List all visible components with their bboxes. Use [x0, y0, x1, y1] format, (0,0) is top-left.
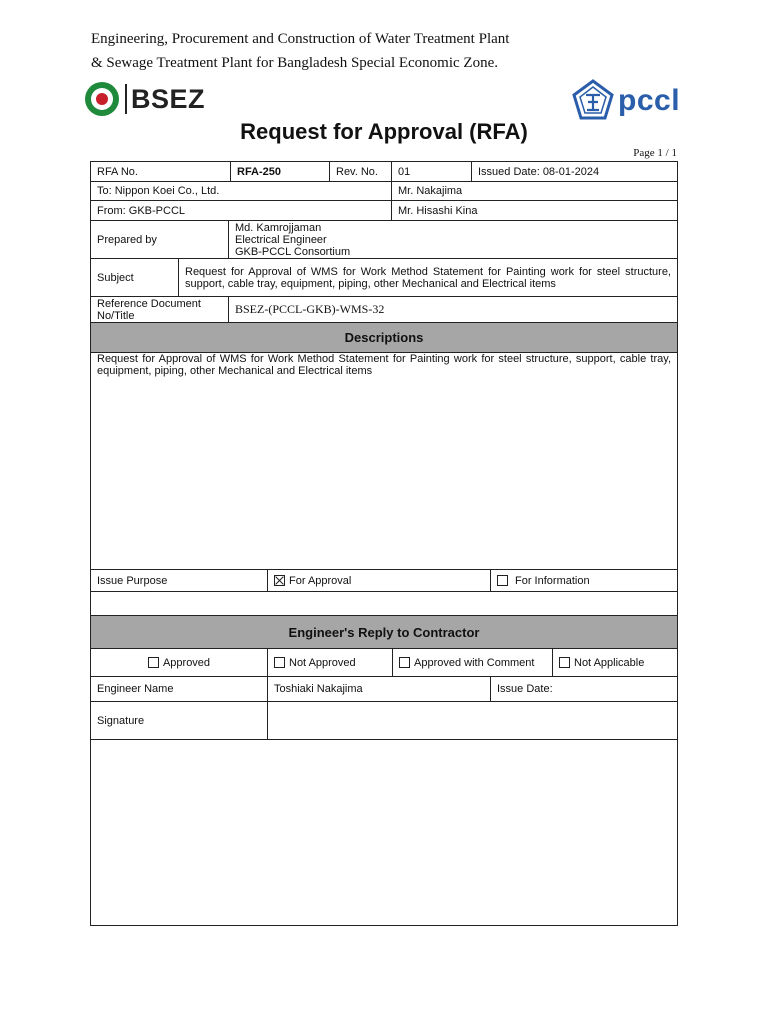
document-title: Request for Approval (RFA): [240, 119, 528, 144]
reference-value: BSEZ-(PCCL-GKB)-WMS-32: [228, 296, 678, 323]
for-information-checkbox[interactable]: [497, 575, 508, 586]
not-applicable-checkbox[interactable]: [559, 657, 570, 668]
for-approval-label: For Approval: [289, 574, 352, 587]
from-person: Mr. Hisashi Kina: [391, 200, 678, 221]
from-company: From: GKB-PCCL: [90, 200, 392, 221]
not-applicable-option[interactable]: [552, 648, 678, 677]
blank-row: [90, 591, 678, 616]
issued-date: Issued Date: 08-01-2024: [471, 161, 678, 182]
not-applicable-label: Not Applicable: [574, 656, 645, 669]
approved-option[interactable]: [90, 648, 268, 677]
approved-with-comment-option[interactable]: [392, 648, 553, 677]
reference-label: Reference Document No/Title: [90, 296, 229, 323]
rfa-no-label: RFA No.: [90, 161, 231, 182]
bsez-seal-icon: [84, 81, 120, 117]
bsez-logo-text: BSEZ: [131, 83, 206, 114]
subject-value: [178, 258, 678, 297]
logo-divider: [125, 84, 127, 114]
preparer-org: GKB-PCCL Consortium: [235, 245, 351, 258]
for-approval-checkbox-checked[interactable]: [274, 575, 285, 586]
reply-comments-box[interactable]: [90, 739, 678, 926]
project-title-line-2: & Sewage Treatment Plant for Bangladesh Special Economic Zone.: [91, 55, 498, 71]
descriptions-body: [90, 352, 678, 570]
bsez-logo: [84, 80, 205, 118]
pccl-logo-text: pccl: [618, 84, 681, 117]
for-information-label: For Information: [515, 574, 590, 587]
rev-no-value: 01: [391, 161, 472, 182]
pccl-logo: [571, 79, 680, 123]
signature-label: Signature: [90, 701, 268, 740]
pccl-pentagon-icon: [571, 79, 615, 123]
for-approval-option[interactable]: [267, 569, 491, 592]
approved-with-comment-label: Approved with Comment: [414, 656, 535, 669]
issue-purpose-label: Issue Purpose: [90, 569, 268, 592]
not-approved-checkbox[interactable]: [274, 657, 285, 668]
not-approved-label: Not Approved: [289, 656, 356, 669]
to-person: Mr. Nakajima: [391, 181, 678, 201]
descriptions-text: Request for Approval of WMS for Work Method Statement for Painting work for steel structure, support, cable tray, equipment, piping, other Mechanical and Electrical items: [97, 353, 671, 377]
prepared-by-value: [228, 220, 678, 259]
descriptions-heading: Descriptions: [90, 322, 678, 353]
subject-text: Request for Approval of WMS for Work Method Statement for Painting work for steel structure, support, cable tray, equipment, piping, other Mechanical and Electrical items: [185, 265, 671, 290]
engineer-reply-heading: Engineer's Reply to Contractor: [90, 615, 678, 649]
engineer-name-value: Toshiaki Nakajima: [267, 676, 491, 702]
approved-with-comment-checkbox[interactable]: [399, 657, 410, 668]
engineer-name-label: Engineer Name: [90, 676, 268, 702]
rev-no-label: Rev. No.: [329, 161, 392, 182]
page-number: Page 1 / 1: [633, 147, 677, 159]
for-information-option[interactable]: [490, 569, 678, 592]
not-approved-option[interactable]: [267, 648, 393, 677]
prepared-by-label: Prepared by: [90, 220, 229, 259]
subject-label: Subject: [90, 258, 179, 297]
project-title-line-1: Engineering, Procurement and Construction of Water Treatment Plant: [91, 31, 510, 47]
signature-field[interactable]: [267, 701, 678, 740]
rfa-no-value: RFA-250: [230, 161, 330, 182]
to-company: To: Nippon Koei Co., Ltd.: [90, 181, 392, 201]
reply-issue-date: Issue Date:: [490, 676, 678, 702]
approved-label: Approved: [162, 656, 211, 669]
preparer-name: Md. Kamrojjaman: [235, 221, 322, 234]
preparer-role: Electrical Engineer: [235, 233, 327, 246]
approved-checkbox[interactable]: [148, 657, 159, 668]
